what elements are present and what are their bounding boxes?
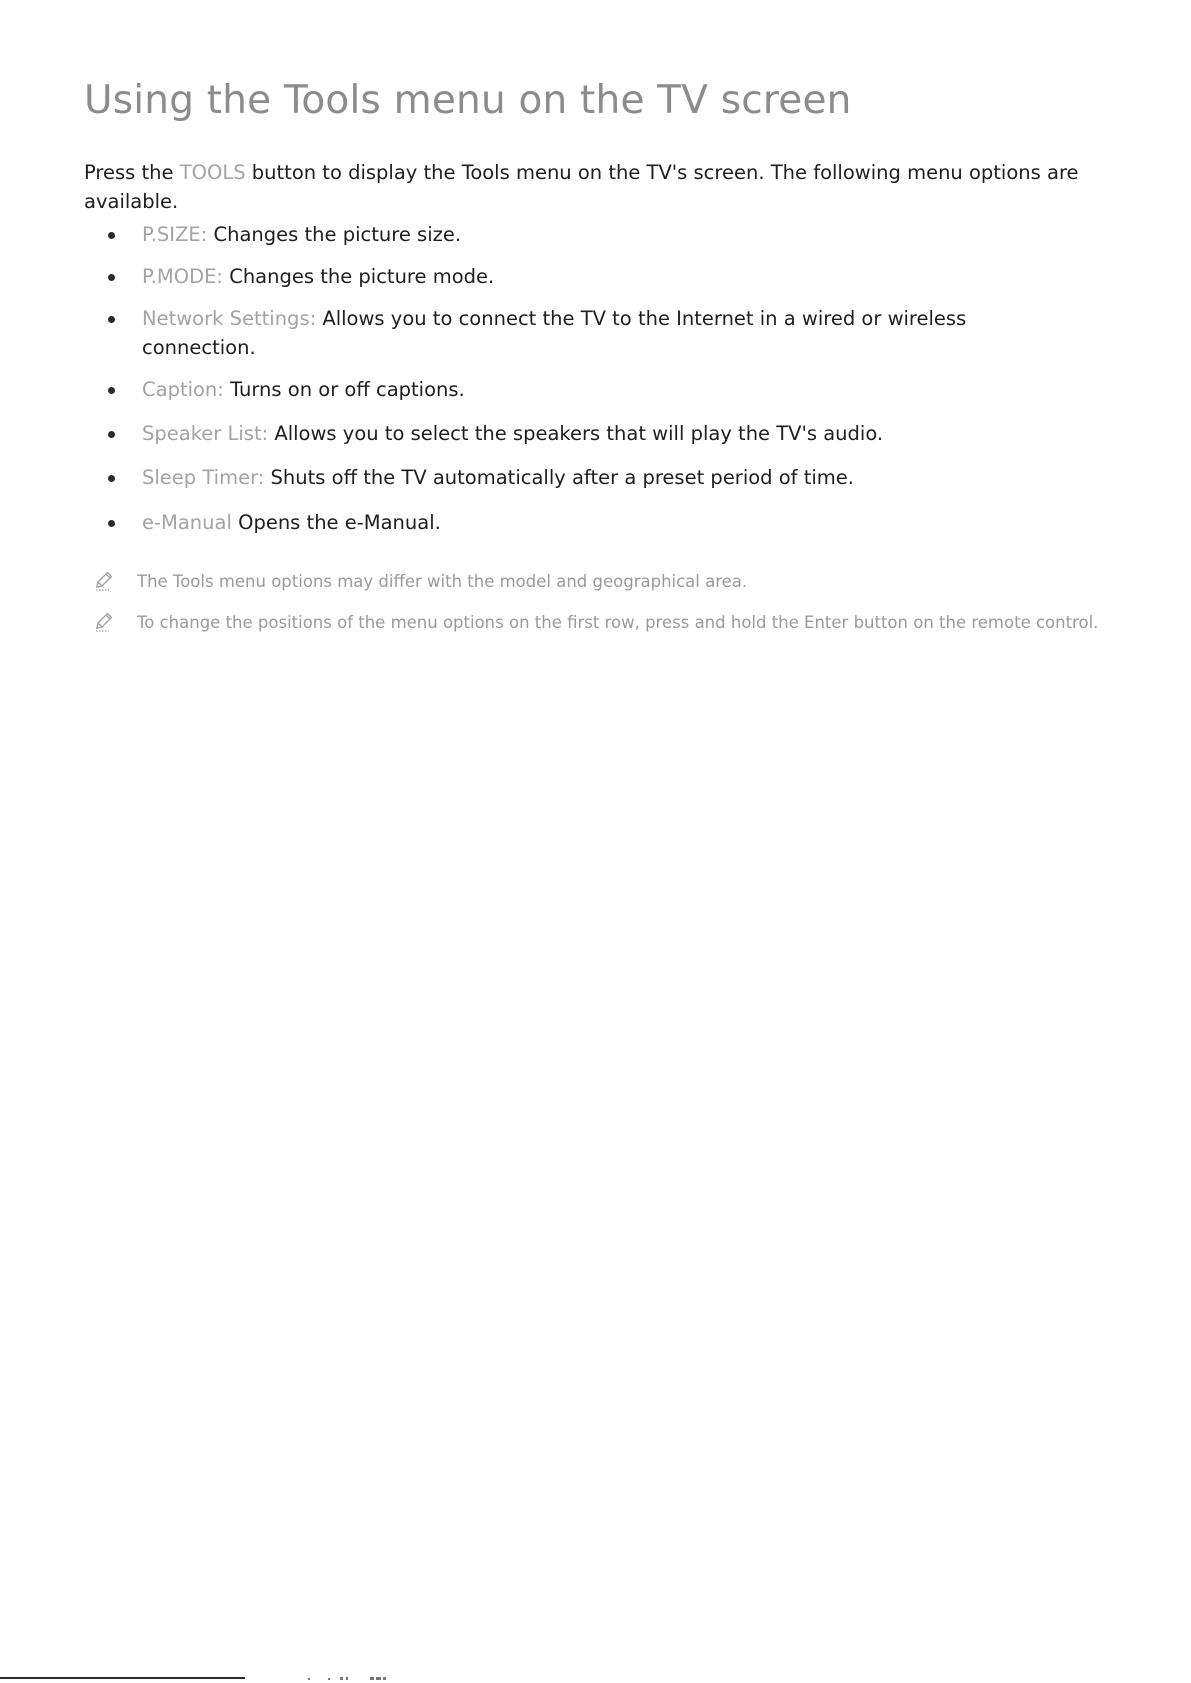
- bullet-icon: [108, 475, 115, 482]
- option-description: Opens the e-Manual.: [231, 511, 441, 534]
- option-description: Shuts off the TV automatically after a preset period of time.: [264, 466, 854, 489]
- option-text: [142, 463, 1012, 492]
- option-term: P.MODE:: [142, 265, 223, 288]
- intro-paragraph: [84, 158, 1104, 216]
- option-description: Changes the picture size.: [207, 223, 462, 246]
- option-term: Speaker List:: [142, 422, 269, 445]
- note-text: The Tools menu options may differ with the model and geographical area.: [137, 572, 748, 591]
- bullet-icon: [108, 316, 115, 323]
- bullet-icon: [108, 520, 115, 527]
- bullet-icon: [108, 387, 115, 394]
- option-text: [142, 220, 1012, 249]
- pencil-icon: [95, 611, 115, 633]
- option-description: Turns on or off captions.: [223, 378, 465, 401]
- note-text: To change the positions of the menu options on the first row, press and hold the Enter button on the remote control.: [137, 613, 1099, 632]
- option-text: [142, 262, 1012, 291]
- option-text: [142, 419, 1012, 448]
- footer-scan-marks: [300, 1676, 420, 1681]
- option-description: Allows you to select the speakers that will play the TV's audio.: [268, 422, 884, 445]
- tools-button-label: TOOLS: [179, 161, 246, 184]
- pencil-icon: [95, 570, 115, 592]
- option-description: Allows you to connect the TV to the Internet in a wired or wireless connection.: [142, 307, 967, 359]
- option-term: e-Manual: [142, 511, 232, 534]
- option-text: [142, 508, 1012, 537]
- intro-text-after: button to display the Tools menu on the TV's screen. The following menu options are available.: [84, 161, 1079, 213]
- option-term: Caption:: [142, 378, 224, 401]
- intro-text-before: Press the: [84, 161, 180, 184]
- option-description: Changes the picture mode.: [223, 265, 495, 288]
- bullet-icon: [108, 274, 115, 281]
- bullet-icon: [108, 431, 115, 438]
- option-term: P.SIZE:: [142, 223, 208, 246]
- option-term: Network Settings:: [142, 307, 317, 330]
- option-text: [142, 304, 1012, 362]
- page-title: Using the Tools menu on the TV screen: [84, 78, 852, 123]
- footer-rule: [0, 1677, 245, 1679]
- bullet-icon: [108, 232, 115, 239]
- option-text: [142, 375, 1012, 404]
- option-term: Sleep Timer:: [142, 466, 265, 489]
